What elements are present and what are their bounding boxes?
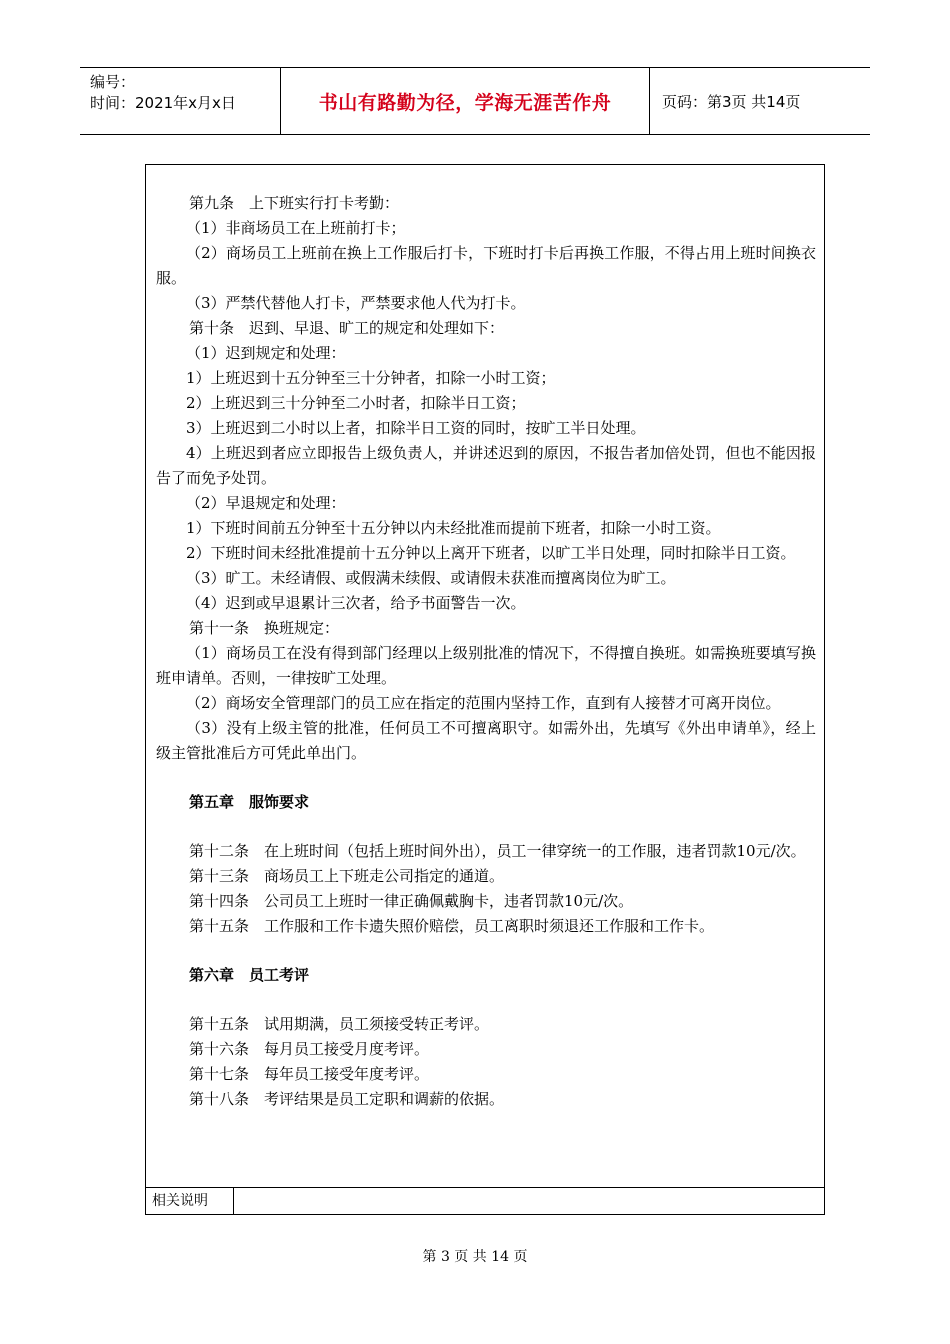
paragraph: 第十五条 工作服和工作卡遗失照价赔偿，员工离职时须退还工作服和工作卡。 <box>189 917 715 935</box>
header-page-info <box>650 68 870 134</box>
paragraph: 3）上班迟到二小时以上者，扣除半日工资的同时，按旷工半日处理。 <box>186 419 646 437</box>
paragraph: 第十三条 商场员工上下班走公司指定的通道。 <box>189 867 505 885</box>
paragraph: 第十条 迟到、早退、旷工的规定和处理如下： <box>189 319 505 337</box>
paragraph: （3）严禁代替他人打卡，严禁要求他人代为打卡。 <box>186 294 526 312</box>
motto-text: 书山有路勤为径，学海无涯苦作舟 <box>318 91 612 114</box>
paragraph: 第十二条 在上班时间（包括上班时间外出），员工一律穿统一的工作服，违者罚款10元/次。 <box>189 842 806 860</box>
paragraph: （2）商场员工上班前在换上工作服后打卡，下班时打卡后再换工作服，不得占用上班时间换衣服。 <box>156 244 816 287</box>
paragraph: 第十六条 每月员工接受月度考评。 <box>189 1040 430 1058</box>
paragraph: （4）迟到或早退累计三次者，给予书面警告一次。 <box>186 594 526 612</box>
paragraph: 第十四条 公司员工上班时一律正确佩戴胸卡，违者罚款10元/次。 <box>189 892 634 910</box>
paragraph: 第十八条 考评结果是员工定职和调薪的依据。 <box>189 1090 505 1108</box>
paragraph: （2）早退规定和处理： <box>186 494 346 512</box>
document-content <box>156 191 816 1112</box>
doc-date-label: 时间：2021年x月x日 <box>90 94 236 112</box>
header-meta <box>80 68 280 134</box>
paragraph: 1）上班迟到十五分钟至三十分钟者，扣除一小时工资； <box>186 369 556 387</box>
paragraph: （2）商场安全管理部门的员工应在指定的范围内坚持工作，直到有人接替才可离开岗位。 <box>186 694 781 712</box>
related-notes-label: 相关说明 <box>146 1188 234 1214</box>
header-motto-cell <box>280 68 650 134</box>
chapter-heading: 第五章 服饰要求 <box>189 793 310 811</box>
paragraph: （1）非商场员工在上班前打卡； <box>186 219 406 237</box>
page-number: 第 3 页 共 14 页 <box>422 1249 528 1265</box>
paragraph: （1）商场员工在没有得到部门经理以上级别批准的情况下，不得擅自换班。如需换班要填写换班申请单。否则，一律按旷工处理。 <box>156 644 816 687</box>
related-notes-row <box>146 1187 824 1214</box>
page-header <box>80 67 870 135</box>
paragraph: 2）下班时间未经批准提前十五分钟以上离开下班者，以旷工半日处理，同时扣除半日工资。 <box>186 544 796 562</box>
paragraph: 2）上班迟到三十分钟至二小时者，扣除半日工资； <box>186 394 526 412</box>
page-info-text: 页码：第3页 共14页 <box>662 92 801 111</box>
paragraph: 1）下班时间前五分钟至十五分钟以内未经批准而提前下班者，扣除一小时工资。 <box>186 519 721 537</box>
paragraph: 4）上班迟到者应立即报告上级负责人，并讲述迟到的原因，不报告者加倍处罚，但也不能因报告了而免予处罚。 <box>156 444 816 487</box>
paragraph: 第十一条 换班规定： <box>189 619 340 637</box>
paragraph: （3）旷工。未经请假、或假满未续假、或请假未获准而擅离岗位为旷工。 <box>186 569 676 587</box>
document-body-box <box>145 164 825 1215</box>
paragraph: 第十五条 试用期满，员工须接受转正考评。 <box>189 1015 490 1033</box>
paragraph: 第十七条 每年员工接受年度考评。 <box>189 1065 430 1083</box>
paragraph: 第九条 上下班实行打卡考勤： <box>189 194 400 212</box>
paragraph: （1）迟到规定和处理： <box>186 344 346 362</box>
chapter-heading: 第六章 员工考评 <box>189 966 310 984</box>
paragraph: （3）没有上级主管的批准，任何员工不可擅离职守。如需外出，先填写《外出申请单》，经上级主管批准后方可凭此单出门。 <box>156 719 816 762</box>
doc-number-label: 编号： <box>90 73 136 91</box>
